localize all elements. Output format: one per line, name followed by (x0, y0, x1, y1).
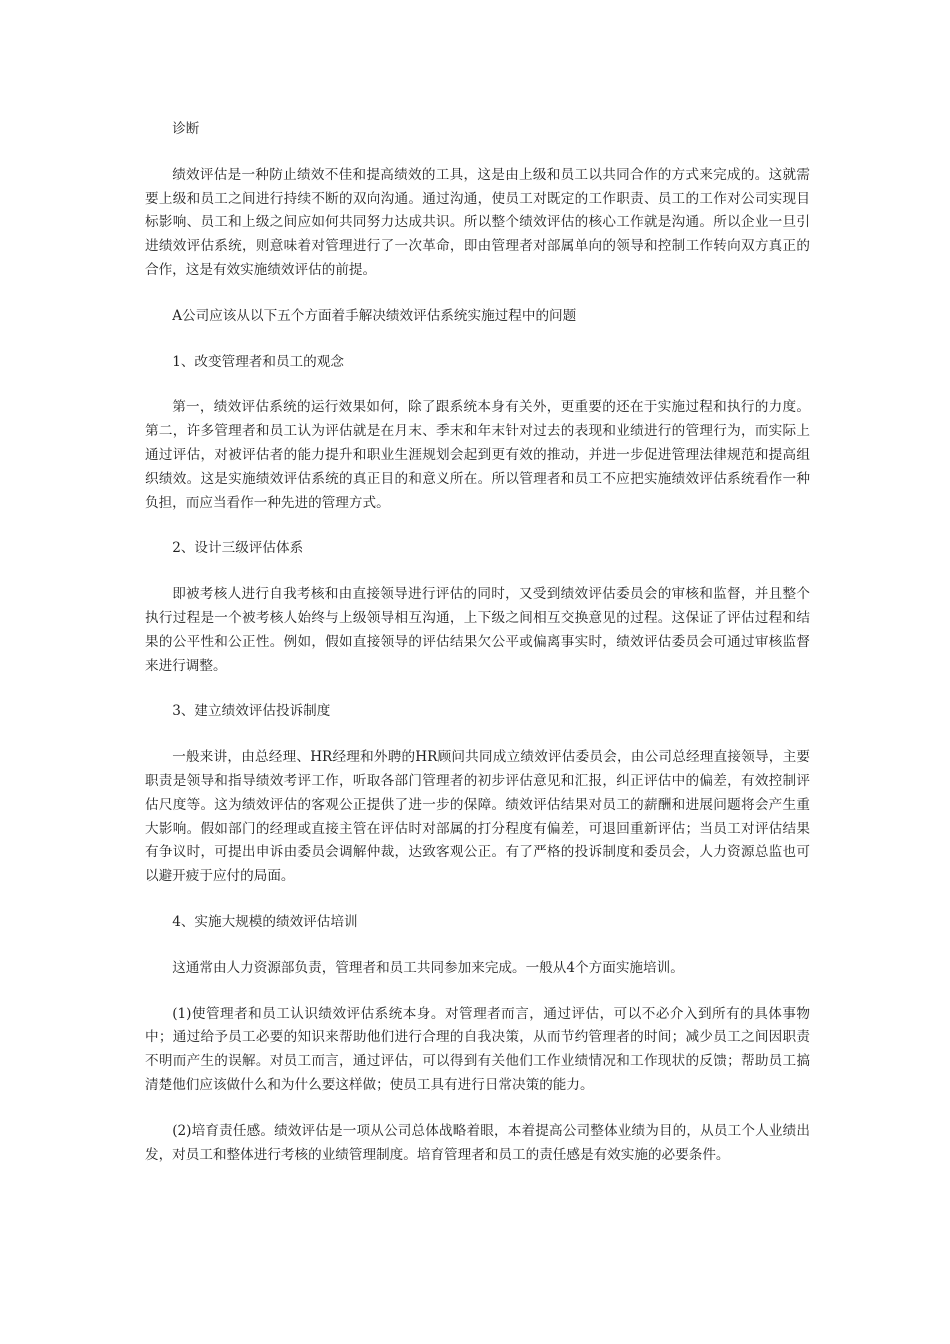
section-4-item-1: (1)使管理者和员工认识绩效评估系统本身。对管理者而言，通过评估，可以不必介入到所有的具体事物中；通过给予员工必要的知识来帮助他们进行合理的自我决策，从而节约管理者的时间；减少员工之间因职责不明而产生的误解。对员工而言，通过评估，可以得到有关他们工作业绩情况和工作现状的反馈；帮助员工搞清楚他们应该做什么和为什么要这样做；使员工具有进行日常决策的能力。 (145, 1005, 810, 1093)
section-2-heading: 2、设计三级评估体系 (172, 540, 304, 557)
document-page (145, 118, 810, 1189)
section-3-heading: 3、建立绩效评估投诉制度 (172, 703, 331, 720)
lead-sentence: A公司应该从以下五个方面着手解决绩效评估系统实施过程中的问题 (172, 307, 577, 324)
section-4-heading: 4、实施大规模的绩效评估培训 (172, 913, 358, 930)
section-1-heading: 1、改变管理者和员工的观念 (172, 353, 344, 370)
document-title: 诊断 (172, 121, 200, 137)
intro-paragraph: 绩效评估是一种防止绩效不佳和提高绩效的工具，这是由上级和员工以共同合作的方式来完成的。这就需要上级和员工之间进行持续不断的双向沟通。通过沟通，使员工对既定的工作职责、员工的工作对公司实现目标影响、员工和上级之间应如何共同努力达成共识。所以整个绩效评估的核心工作就是沟通。所以企业一旦引进绩效评估系统，则意味着对管理进行了一次革命，即由管理者对部属单向的领导和控制工作转向双方真正的合作，这是有效实施绩效评估的前提。 (145, 166, 810, 278)
section-2-body: 即被考核人进行自我考核和由直接领导进行评估的同时，又受到绩效评估委员会的审核和监督，并且整个执行过程是一个被考核人始终与上级领导相互沟通，上下级之间相互交换意见的过程。这保证了评估过程和结果的公平性和公正性。例如，假如直接领导的评估结果欠公平或偏离事实时，绩效评估委员会可通过审核监督来进行调整。 (145, 586, 810, 674)
section-3-body: 一般来讲，由总经理、HR经理和外聘的HR顾问共同成立绩效评估委员会，由公司总经理直接领导，主要职责是领导和指导绩效考评工作，听取各部门管理者的初步评估意见和汇报，纠正评估中的偏差，有效控制评估尺度等。这为绩效评估的客观公正提供了进一步的保障。绩效评估结果对员工的薪酬和进展问题将会产生重大影响。假如部门的经理或直接主管在评估时对部属的打分程度有偏差，可退回重新评估；当员工对评估结果有争议时，可提出申诉由委员会调解仲裁，达致客观公正。有了严格的投诉制度和委员会，人力资源总监也可以避开疲于应付的局面。 (145, 749, 810, 885)
section-4-intro: 这通常由人力资源部负责，管理者和员工共同参加来完成。一般从4个方面实施培训。 (172, 959, 684, 976)
section-4-item-2: (2)培育责任感。绩效评估是一项从公司总体战略着眼，本着提高公司整体业绩为目的，从员工个人业绩出发，对员工和整体进行考核的业绩管理制度。培育管理者和员工的责任感是有效实施的必要条件。 (145, 1122, 810, 1163)
section-1-body: 第一，绩效评估系统的运行效果如何，除了跟系统本身有关外，更重要的还在于实施过程和执行的力度。第二，许多管理者和员工认为评估就是在月末、季末和年末针对过去的表现和业绩进行的管理行为，而实际上通过评估，对被评估者的能力提升和职业生涯规划会起到更有效的推动，并进一步促进管理法律规范和提高组织绩效。这是实施绩效评估系统的真正目的和意义所在。所以管理者和员工不应把实施绩效评估系统看作一种负担，而应当看作一种先进的管理方式。 (145, 399, 810, 511)
